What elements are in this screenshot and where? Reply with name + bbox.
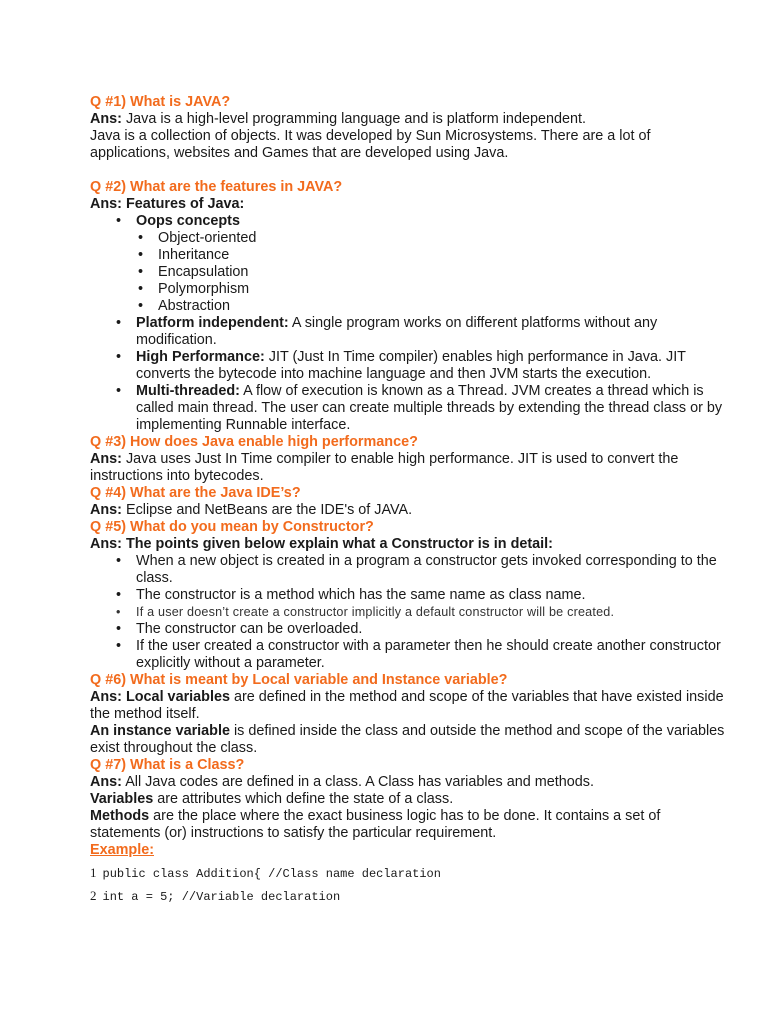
oops-sublist	[136, 230, 728, 315]
q5-question: Q #5) What do you mean by Constructor?	[90, 519, 374, 535]
line-number: 2	[90, 888, 97, 903]
q7-methods: Methods are the place where the exact business logic has to be done. It contains a set of statements (or) instructions to satisfy the particular requirement.	[90, 808, 661, 841]
q2-question: Q #2) What are the features in JAVA?	[90, 179, 343, 195]
features-list	[90, 213, 728, 434]
code-text: int a = 5; //Variable declaration	[102, 890, 341, 904]
list-item: • If the user created a constructor with a parameter then he should create another constructor explicitly without a parameter.	[136, 638, 728, 672]
q7-question: Q #7) What is a Class?	[90, 757, 245, 773]
list-item: • Polymorphism	[158, 281, 728, 298]
q4-question: Q #4) What are the Java IDE’s?	[90, 485, 301, 501]
code-text: public class Addition{ //Class name declaration	[102, 867, 441, 881]
code-line	[90, 888, 728, 905]
list-item: • When a new object is created in a program a constructor gets invoked corresponding to the class.	[136, 553, 728, 587]
q1-answer: Ans: Java is a high-level programming language and is platform independent.	[90, 111, 586, 127]
q5-answer: Ans: The points given below explain what a Constructor is in detail:	[90, 536, 553, 552]
list-item: • Encapsulation	[158, 264, 728, 281]
list-item: • Platform independent: A single program works on different platforms without any modification.	[136, 315, 728, 349]
q3-answer: Ans: Java uses Just In Time compiler to enable high performance. JIT is used to convert the instructions into bytecodes.	[90, 451, 679, 484]
list-item: • Oops concepts • Object-oriented • Inheritance • Encapsulation • Polymorphism • Abstraction	[136, 213, 728, 315]
list-item: • Multi-threaded: A flow of execution is known as a Thread. JVM creates a thread which is called main thread. The user can create multiple threads by extending the thread class or by implementing Runnable interface.	[136, 383, 728, 434]
list-item: • If a user doesn’t create a constructor implicitly a default constructor will be created.	[136, 604, 728, 621]
q7-variables: Variables are attributes which define the state of a class.	[90, 791, 454, 807]
list-item: • High Performance: JIT (Just In Time compiler) enables high performance in Java. JIT converts the bytecode into machine language and then JVM starts the execution.	[136, 349, 728, 383]
list-item: • Abstraction	[158, 298, 728, 315]
q1-question: Q #1) What is JAVA?	[90, 94, 231, 110]
example-label: Example:	[90, 842, 154, 858]
q7-answer: Ans: All Java codes are defined in a class. A Class has variables and methods.	[90, 774, 594, 790]
q4-answer: Ans: Eclipse and NetBeans are the IDE's of JAVA.	[90, 502, 413, 518]
list-item: • Object-oriented	[158, 230, 728, 247]
q3-question: Q #3) How does Java enable high performance?	[90, 434, 418, 450]
q6-instance: An instance variable is defined inside the class and outside the method and scope of the variables exist throughout the class.	[90, 723, 725, 756]
q6-question: Q #6) What is meant by Local variable and Instance variable?	[90, 672, 508, 688]
list-item: • Inheritance	[158, 247, 728, 264]
list-item: • The constructor can be overloaded.	[136, 621, 728, 638]
q2-answer: Ans: Features of Java:	[90, 196, 245, 212]
list-item: • The constructor is a method which has the same name as class name.	[136, 587, 728, 604]
q1-answer-text: Java is a collection of objects. It was developed by Sun Microsystems. There are a lot of applications, websites and Games that are developed using Java.	[90, 128, 651, 161]
ans-label: Ans:	[90, 111, 122, 127]
q6-answer: Ans: Local variables are defined in the method and scope of the variables that have existed inside the method itself.	[90, 689, 724, 722]
constructor-list	[90, 553, 728, 672]
line-number: 1	[90, 865, 97, 880]
code-line	[90, 865, 728, 882]
